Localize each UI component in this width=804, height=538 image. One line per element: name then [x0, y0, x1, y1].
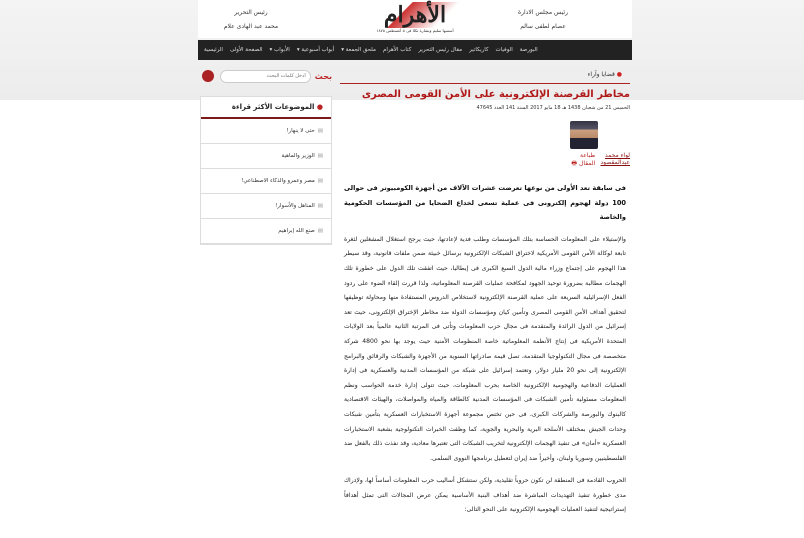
- most-read-item[interactable]: [201, 169, 331, 194]
- most-read-item-label: الوزير والماهية: [281, 153, 315, 159]
- nav-obituaries[interactable]: الوفيات: [495, 47, 513, 53]
- editor-block: [206, 6, 296, 34]
- search-label: بحث: [314, 71, 332, 81]
- most-read-item-label: حتى لا ينهار!: [286, 128, 315, 134]
- nav-sections[interactable]: الأبواب ▾: [269, 47, 290, 53]
- most-read-item-label: صنع الله إبراهيم: [278, 228, 315, 234]
- nav-editor-article[interactable]: مقال رئيس التحرير: [418, 47, 463, 53]
- board-chair-label: رئيس مجلس الادارة: [517, 9, 569, 16]
- nav-friday[interactable]: ملحق الجمعة ▾: [341, 47, 376, 53]
- most-read-item[interactable]: [201, 144, 331, 169]
- document-icon: ▤: [317, 178, 323, 184]
- most-read-title: [201, 97, 331, 119]
- document-icon: ▤: [317, 203, 323, 209]
- masthead: [198, 0, 632, 38]
- page-container: [198, 0, 632, 538]
- bullet-icon: ●: [614, 71, 622, 78]
- author-link[interactable]: لواء محمد عبدالمقصود: [600, 152, 630, 166]
- main-nav: [198, 40, 632, 60]
- printer-icon: 🖶: [571, 160, 578, 167]
- founding-date: أسسها سليم وبشارة تكلا فى ٥ أغسطس ١٨٧٥: [376, 28, 454, 33]
- most-read-item[interactable]: [201, 119, 331, 144]
- nav-writers[interactable]: كتاب الأهرام: [382, 47, 412, 53]
- article-lead: فى سابقة تعد الأولى من نوعها تعرضت عشرات الآلاف من أجهزة الكومبيوتر فى حوالى 100 دولة لهجوم إلكترونى فى عملية تسعى لخداع الضحايا من المؤسسات الحكومية والخاصة: [344, 184, 626, 222]
- sidebar: [200, 66, 332, 245]
- nav-weekly[interactable]: أبواب أسبوعية ▾: [296, 47, 335, 53]
- nav-stock[interactable]: البورصة: [519, 47, 538, 53]
- article-paragraph: والإستيلاء على المعلومات الحساسة بتلك المؤسسات وطلب فدية لإعادتها، حيث يرجح استغلال المشغلين لثغرة تابعة لوكالة الأمن القومى الأمريكية لاختراق الشبكات الإلكترونية برسائل خبيثة ضمن ملفات قانونية، وقد سيطر هذا الهجوم على إجتماع وزراء مالية الدول السبع الكبرى فى إيطاليا، حيث اتفقت تلك الدول على خطورة تلك الهجمات مطالبة بضرورة توحيد الجهود لمكافحة عمليات القرصنة المعلوماتية، ولذا قررت إلقاء الضوء على ردود الفعل الإسرائيلية السريعة على عملية القرصنة الإلكترونية لاستخلاص الدروس المستفادة منها ومحاولة توظيفها لتحقيق أهداف الأمن القومى المصرى وتأمين كيان ومؤسسات الدولة ضد مخاطر الإختراق الإلكترونى، حيث تعد إسرائيل من الدول الرائدة والمتقدمة فى مجال حرب المعلومات وتأتى فى المرتبة الثانية عالمياً بعد الولايات المتحدة الأمريكية فى إنتاج الأنظمة المعلوماتية خاصة المنظومات الأمنية حيث يوجد بها نحو 4800 شركة متخصصة فى مجال التكنولوجيا المتقدمة، تصل قيمة صادراتها السنوية من الأجهزة والشبكات والرقائق والبرامج الإلكترونية إلى نحو 20 مليار دولار، وتعتمد إسرائيل على شبكة من المؤسسات المدنية والعسكرية فى إدارة العمليات الدفاعية والهجومية الإلكترونية الخاصة بحرب المعلومات، حيث تتولى إدارة خدمة الحواسب ونظم المعلومات مسئولية تأمين الشبكات فى المؤسسات المدنية كالطاقة والمياه والمواصلات، والهيئات الاقتصادية كالبنوك والبورصة والشركات الكبرى، فى حين تختص مجموعة أجهزة الاستخبارات العسكرية بتأمين شبكات وحدات الجيش بمختلف الأسلحة البرية والبحرية والجوية، كما وظفت الخبرات التكنولوجية بشعبة الاستخبارات العسكرية «أمان» فى تنفيذ الهجمات الإلكترونية لتخريب الشبكات التى تعتبرها معادية، وقد نفذت ذلك بالفعل ضد الفلسطينيين وسوريا ولبنان، وأخيراً ضد إيران لتعطيل برنامجها النووى السلمى.: [344, 235, 627, 462]
- nav-front-page[interactable]: الصفحة الأولى: [229, 47, 263, 53]
- document-icon: ▤: [317, 128, 323, 134]
- most-read-item-label: المناهل والأسوار!: [275, 203, 315, 209]
- document-icon: ▤: [317, 153, 323, 159]
- board-chair-block: [498, 6, 588, 34]
- article-title: مخاطر القرصنة الإلكترونية على الأمن القومى المصرى: [361, 89, 630, 100]
- editor-label: رئيس التحرير: [234, 9, 268, 16]
- article-paragraph: الحروب القادمة فى المنطقة لن تكون حروباً تقليدية، ولكن ستشكل أساليب حرب المعلومات أساساً لها، ولإدراك مدى خطورة تنفيذ التهديدات المباشرة ضد أهداف البنية الأساسية يمكن عرض المجالات التى تمثل أهدافاً إستراتيجية لتنفيذ العمليات الهجومية الإلكترونية على النحو التالى:: [344, 477, 626, 514]
- author-row: [340, 152, 630, 169]
- logo-text: الأهرام: [348, 2, 482, 28]
- document-icon: ▤: [317, 228, 323, 234]
- section-label: [340, 66, 630, 84]
- print-label: طباعة المقال: [579, 152, 596, 167]
- editor-name: محمد عبد الهادى علام: [223, 23, 279, 30]
- bullet-icon: ●: [314, 103, 323, 111]
- section-name[interactable]: قضايا وآراء: [587, 71, 615, 78]
- print-article-button[interactable]: [570, 152, 595, 169]
- search-button[interactable]: [200, 68, 216, 84]
- author-photo: [570, 121, 598, 149]
- search-bar: [200, 66, 332, 86]
- article-body: [340, 181, 630, 518]
- article: [340, 66, 630, 526]
- board-chair-name: عصام لطفى سالم: [520, 23, 566, 30]
- most-read-item[interactable]: [201, 219, 331, 244]
- most-read-item[interactable]: [201, 194, 331, 219]
- logo[interactable]: [348, 2, 482, 33]
- nav-home[interactable]: الرئيسية: [204, 47, 223, 53]
- most-read-title-text: الموضوعات الأكثر قراءة: [231, 103, 315, 111]
- search-input[interactable]: [220, 70, 311, 83]
- article-date: الخميس 21 من شعبان 1438 هـ 18 مايو 2017 السنة 141 العدد 47645: [476, 105, 630, 111]
- nav-caricature[interactable]: كاريكاتير: [469, 47, 489, 53]
- most-read-item-label: مصر وعمرو والذكاء الاصطناعي!: [241, 178, 315, 184]
- most-read-box: [200, 96, 332, 245]
